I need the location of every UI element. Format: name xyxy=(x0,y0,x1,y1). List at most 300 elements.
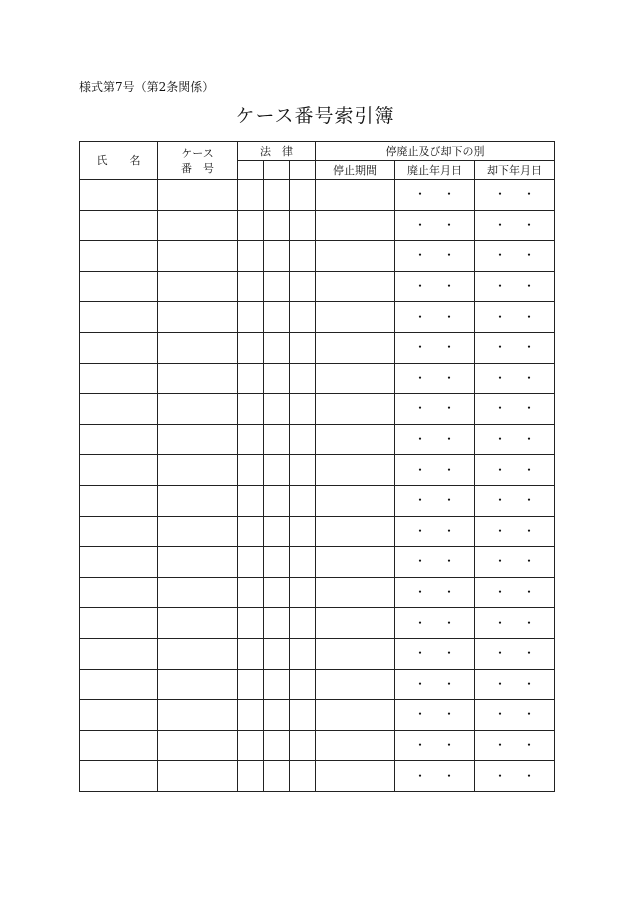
case-number-cell[interactable] xyxy=(158,608,238,639)
header-case-number xyxy=(158,142,238,180)
case-number-cell[interactable] xyxy=(158,332,238,363)
name-cell[interactable] xyxy=(80,577,158,608)
case-number-cell[interactable] xyxy=(158,180,238,211)
date-separator: ・ xyxy=(443,432,456,447)
date-separator: ・ xyxy=(414,523,427,538)
law-cell-1[interactable] xyxy=(238,302,264,333)
law-cell-3[interactable] xyxy=(290,332,316,363)
date-separator-dots xyxy=(395,402,474,415)
table-row xyxy=(80,210,555,241)
header-status-group: 停廃止及び却下の別 xyxy=(316,142,555,161)
table-row xyxy=(80,241,555,272)
abolition-date-cell[interactable] xyxy=(395,455,475,486)
date-separator: ・ xyxy=(414,554,427,569)
document-title: ケース番号索引簿 xyxy=(235,105,395,127)
abolition-date-cell[interactable] xyxy=(395,302,475,333)
date-separator: ・ xyxy=(414,248,427,263)
rejection-date-cell[interactable] xyxy=(475,669,555,700)
law-cell-2[interactable] xyxy=(264,700,290,731)
suspension-period-cell[interactable] xyxy=(316,210,395,241)
date-separator: ・ xyxy=(523,585,536,600)
rejection-date-cell[interactable] xyxy=(475,302,555,333)
date-separator-dots xyxy=(395,555,474,568)
suspension-period-cell[interactable] xyxy=(316,638,395,669)
date-separator: ・ xyxy=(443,768,456,783)
suspension-period-cell[interactable] xyxy=(316,332,395,363)
header-case-number-line2: 番 号 xyxy=(181,161,214,175)
case-number-cell[interactable] xyxy=(158,761,238,792)
rejection-date-cell[interactable] xyxy=(475,547,555,578)
case-number-cell[interactable] xyxy=(158,485,238,516)
name-cell[interactable] xyxy=(80,180,158,211)
law-cell-1[interactable] xyxy=(238,669,264,700)
date-separator: ・ xyxy=(523,370,536,385)
rejection-date-cell[interactable] xyxy=(475,180,555,211)
date-separator: ・ xyxy=(443,217,456,232)
law-cell-3[interactable] xyxy=(290,669,316,700)
date-separator-dots xyxy=(395,586,474,599)
case-number-cell[interactable] xyxy=(158,547,238,578)
date-separator: ・ xyxy=(443,737,456,752)
rejection-date-cell[interactable] xyxy=(475,577,555,608)
case-index-table xyxy=(79,141,555,792)
abolition-date-cell[interactable] xyxy=(395,761,475,792)
name-cell[interactable] xyxy=(80,547,158,578)
law-cell-1[interactable] xyxy=(238,180,264,211)
law-cell-2[interactable] xyxy=(264,241,290,272)
abolition-date-cell[interactable] xyxy=(395,700,475,731)
rejection-date-cell[interactable] xyxy=(475,516,555,547)
date-separator-dots xyxy=(395,739,474,752)
name-cell[interactable] xyxy=(80,669,158,700)
date-separator: ・ xyxy=(414,187,427,202)
date-separator: ・ xyxy=(414,309,427,324)
header-name: 氏 名 xyxy=(80,142,158,180)
abolition-date-cell[interactable] xyxy=(395,210,475,241)
date-separator: ・ xyxy=(523,676,536,691)
rejection-date-cell[interactable] xyxy=(475,700,555,731)
law-cell-1[interactable] xyxy=(238,485,264,516)
law-cell-2[interactable] xyxy=(264,332,290,363)
date-separator: ・ xyxy=(494,615,507,630)
table-row xyxy=(80,455,555,486)
date-separator: ・ xyxy=(494,217,507,232)
abolition-date-cell[interactable] xyxy=(395,394,475,425)
date-separator-dots xyxy=(475,739,554,752)
date-separator: ・ xyxy=(414,432,427,447)
date-separator: ・ xyxy=(494,309,507,324)
name-cell[interactable] xyxy=(80,271,158,302)
table-row xyxy=(80,669,555,700)
date-separator: ・ xyxy=(443,615,456,630)
law-cell-2[interactable] xyxy=(264,394,290,425)
date-separator: ・ xyxy=(523,309,536,324)
date-separator: ・ xyxy=(494,768,507,783)
rejection-date-cell[interactable] xyxy=(475,210,555,241)
date-separator: ・ xyxy=(414,493,427,508)
date-separator-dots xyxy=(395,372,474,385)
case-number-cell[interactable] xyxy=(158,730,238,761)
date-separator: ・ xyxy=(523,462,536,477)
date-separator-dots xyxy=(475,555,554,568)
law-cell-1[interactable] xyxy=(238,761,264,792)
law-cell-2[interactable] xyxy=(264,455,290,486)
rejection-date-cell[interactable] xyxy=(475,241,555,272)
name-cell[interactable] xyxy=(80,700,158,731)
name-cell[interactable] xyxy=(80,332,158,363)
rejection-date-cell[interactable] xyxy=(475,394,555,425)
law-cell-1[interactable] xyxy=(238,210,264,241)
law-cell-2[interactable] xyxy=(264,516,290,547)
law-cell-3[interactable] xyxy=(290,577,316,608)
date-separator-dots xyxy=(475,249,554,262)
date-separator: ・ xyxy=(414,462,427,477)
suspension-period-cell[interactable] xyxy=(316,485,395,516)
name-cell[interactable] xyxy=(80,608,158,639)
law-cell-2[interactable] xyxy=(264,547,290,578)
date-separator-dots xyxy=(475,372,554,385)
law-cell-2[interactable] xyxy=(264,180,290,211)
abolition-date-cell[interactable] xyxy=(395,241,475,272)
date-separator-dots xyxy=(475,770,554,783)
date-separator-dots xyxy=(395,219,474,232)
date-separator: ・ xyxy=(494,707,507,722)
law-cell-2[interactable] xyxy=(264,577,290,608)
date-separator: ・ xyxy=(414,646,427,661)
date-separator: ・ xyxy=(443,279,456,294)
name-cell[interactable] xyxy=(80,455,158,486)
date-separator-dots xyxy=(475,188,554,201)
date-separator: ・ xyxy=(523,340,536,355)
date-separator-dots xyxy=(475,647,554,660)
suspension-period-cell[interactable] xyxy=(316,455,395,486)
date-separator-dots xyxy=(475,464,554,477)
table-body xyxy=(80,180,555,792)
date-separator: ・ xyxy=(414,768,427,783)
rejection-date-cell[interactable] xyxy=(475,638,555,669)
rejection-date-cell[interactable] xyxy=(475,363,555,394)
name-cell[interactable] xyxy=(80,424,158,455)
law-cell-3[interactable] xyxy=(290,363,316,394)
table-row xyxy=(80,638,555,669)
suspension-period-cell[interactable] xyxy=(316,271,395,302)
name-cell[interactable] xyxy=(80,363,158,394)
law-cell-2[interactable] xyxy=(264,424,290,455)
date-separator: ・ xyxy=(414,401,427,416)
rejection-date-cell[interactable] xyxy=(475,485,555,516)
date-separator: ・ xyxy=(414,279,427,294)
case-number-cell[interactable] xyxy=(158,363,238,394)
header-law-sub-2 xyxy=(264,161,290,180)
date-separator: ・ xyxy=(443,646,456,661)
case-number-cell[interactable] xyxy=(158,638,238,669)
case-number-cell[interactable] xyxy=(158,394,238,425)
law-cell-3[interactable] xyxy=(290,241,316,272)
header-law-sub-3 xyxy=(290,161,316,180)
date-separator-dots xyxy=(395,617,474,630)
rejection-date-cell[interactable] xyxy=(475,455,555,486)
date-separator: ・ xyxy=(443,493,456,508)
law-cell-1[interactable] xyxy=(238,577,264,608)
suspension-period-cell[interactable] xyxy=(316,700,395,731)
law-cell-3[interactable] xyxy=(290,638,316,669)
date-separator-dots xyxy=(395,433,474,446)
date-separator: ・ xyxy=(523,737,536,752)
date-separator: ・ xyxy=(523,432,536,447)
law-cell-2[interactable] xyxy=(264,730,290,761)
law-cell-2[interactable] xyxy=(264,638,290,669)
date-separator: ・ xyxy=(523,523,536,538)
suspension-period-cell[interactable] xyxy=(316,424,395,455)
date-separator: ・ xyxy=(443,707,456,722)
date-separator: ・ xyxy=(494,585,507,600)
abolition-date-cell[interactable] xyxy=(395,363,475,394)
date-separator-dots xyxy=(395,311,474,324)
date-separator: ・ xyxy=(443,248,456,263)
suspension-period-cell[interactable] xyxy=(316,547,395,578)
case-number-cell[interactable] xyxy=(158,271,238,302)
date-separator-dots xyxy=(475,341,554,354)
date-separator-dots xyxy=(475,311,554,324)
abolition-date-cell[interactable] xyxy=(395,180,475,211)
date-separator: ・ xyxy=(494,432,507,447)
date-separator: ・ xyxy=(494,676,507,691)
name-cell[interactable] xyxy=(80,761,158,792)
name-cell[interactable] xyxy=(80,638,158,669)
table-row xyxy=(80,180,555,211)
case-number-cell[interactable] xyxy=(158,577,238,608)
law-cell-1[interactable] xyxy=(238,730,264,761)
date-separator: ・ xyxy=(414,707,427,722)
date-separator: ・ xyxy=(443,676,456,691)
law-cell-1[interactable] xyxy=(238,241,264,272)
date-separator-dots xyxy=(475,402,554,415)
law-cell-3[interactable] xyxy=(290,394,316,425)
case-number-cell[interactable] xyxy=(158,700,238,731)
date-separator: ・ xyxy=(523,768,536,783)
rejection-date-cell[interactable] xyxy=(475,761,555,792)
abolition-date-cell[interactable] xyxy=(395,271,475,302)
date-separator-dots xyxy=(475,617,554,630)
law-cell-1[interactable] xyxy=(238,547,264,578)
case-number-cell[interactable] xyxy=(158,210,238,241)
date-separator: ・ xyxy=(443,401,456,416)
suspension-period-cell[interactable] xyxy=(316,180,395,211)
table-row xyxy=(80,302,555,333)
table-row xyxy=(80,761,555,792)
date-separator: ・ xyxy=(494,646,507,661)
law-cell-2[interactable] xyxy=(264,761,290,792)
date-separator: ・ xyxy=(443,370,456,385)
date-separator-dots xyxy=(395,464,474,477)
law-cell-3[interactable] xyxy=(290,761,316,792)
case-number-cell[interactable] xyxy=(158,241,238,272)
suspension-period-cell[interactable] xyxy=(316,577,395,608)
date-separator: ・ xyxy=(443,309,456,324)
law-cell-3[interactable] xyxy=(290,455,316,486)
suspension-period-cell[interactable] xyxy=(316,241,395,272)
header-suspension-period: 停止期間 xyxy=(316,161,395,180)
date-separator-dots xyxy=(475,433,554,446)
date-separator-dots xyxy=(395,280,474,293)
abolition-date-cell[interactable] xyxy=(395,608,475,639)
name-cell[interactable] xyxy=(80,516,158,547)
header-law-sub-1 xyxy=(238,161,264,180)
date-separator: ・ xyxy=(494,279,507,294)
law-cell-1[interactable] xyxy=(238,332,264,363)
law-cell-3[interactable] xyxy=(290,210,316,241)
case-number-cell[interactable] xyxy=(158,302,238,333)
law-cell-1[interactable] xyxy=(238,638,264,669)
law-cell-1[interactable] xyxy=(238,424,264,455)
table-row xyxy=(80,577,555,608)
law-cell-1[interactable] xyxy=(238,363,264,394)
date-separator-dots xyxy=(395,770,474,783)
rejection-date-cell[interactable] xyxy=(475,608,555,639)
date-separator: ・ xyxy=(414,340,427,355)
table-row xyxy=(80,547,555,578)
date-separator: ・ xyxy=(523,217,536,232)
date-separator: ・ xyxy=(523,279,536,294)
case-number-cell[interactable] xyxy=(158,424,238,455)
header-case-number-line1: ケース xyxy=(181,146,214,160)
suspension-period-cell[interactable] xyxy=(316,302,395,333)
table-row xyxy=(80,608,555,639)
rejection-date-cell[interactable] xyxy=(475,730,555,761)
date-separator: ・ xyxy=(414,585,427,600)
date-separator: ・ xyxy=(494,493,507,508)
law-cell-1[interactable] xyxy=(238,394,264,425)
law-cell-2[interactable] xyxy=(264,271,290,302)
law-cell-2[interactable] xyxy=(264,210,290,241)
law-cell-2[interactable] xyxy=(264,363,290,394)
date-separator: ・ xyxy=(443,585,456,600)
date-separator: ・ xyxy=(523,646,536,661)
date-separator: ・ xyxy=(523,248,536,263)
date-separator: ・ xyxy=(414,676,427,691)
name-cell[interactable] xyxy=(80,241,158,272)
date-separator: ・ xyxy=(494,401,507,416)
table-row xyxy=(80,424,555,455)
date-separator: ・ xyxy=(443,340,456,355)
header-abolition-date: 廃止年月日 xyxy=(395,161,475,180)
abolition-date-cell[interactable] xyxy=(395,638,475,669)
form-number: 様式第7号（第2条関係） xyxy=(79,80,215,94)
date-separator: ・ xyxy=(494,370,507,385)
law-cell-1[interactable] xyxy=(238,700,264,731)
date-separator: ・ xyxy=(443,187,456,202)
date-separator-dots xyxy=(475,586,554,599)
suspension-period-cell[interactable] xyxy=(316,363,395,394)
date-separator-dots xyxy=(395,708,474,721)
name-cell[interactable] xyxy=(80,210,158,241)
suspension-period-cell[interactable] xyxy=(316,669,395,700)
law-cell-2[interactable] xyxy=(264,669,290,700)
suspension-period-cell[interactable] xyxy=(316,608,395,639)
date-separator-dots xyxy=(395,678,474,691)
name-cell[interactable] xyxy=(80,730,158,761)
date-separator: ・ xyxy=(443,523,456,538)
law-cell-1[interactable] xyxy=(238,455,264,486)
date-separator-dots xyxy=(475,525,554,538)
name-cell[interactable] xyxy=(80,485,158,516)
date-separator: ・ xyxy=(523,615,536,630)
law-cell-3[interactable] xyxy=(290,180,316,211)
date-separator-dots xyxy=(395,341,474,354)
law-cell-3[interactable] xyxy=(290,302,316,333)
abolition-date-cell[interactable] xyxy=(395,424,475,455)
table-row xyxy=(80,363,555,394)
law-cell-3[interactable] xyxy=(290,485,316,516)
abolition-date-cell[interactable] xyxy=(395,730,475,761)
suspension-period-cell[interactable] xyxy=(316,394,395,425)
case-number-cell[interactable] xyxy=(158,669,238,700)
date-separator: ・ xyxy=(494,737,507,752)
date-separator: ・ xyxy=(523,401,536,416)
law-cell-3[interactable] xyxy=(290,547,316,578)
law-cell-3[interactable] xyxy=(290,730,316,761)
date-separator: ・ xyxy=(414,370,427,385)
date-separator: ・ xyxy=(443,462,456,477)
date-separator-dots xyxy=(475,678,554,691)
table-row xyxy=(80,332,555,363)
law-cell-3[interactable] xyxy=(290,516,316,547)
date-separator: ・ xyxy=(443,554,456,569)
law-cell-1[interactable] xyxy=(238,608,264,639)
suspension-period-cell[interactable] xyxy=(316,761,395,792)
date-separator-dots xyxy=(395,249,474,262)
name-cell[interactable] xyxy=(80,394,158,425)
suspension-period-cell[interactable] xyxy=(316,516,395,547)
rejection-date-cell[interactable] xyxy=(475,332,555,363)
law-cell-2[interactable] xyxy=(264,485,290,516)
law-cell-2[interactable] xyxy=(264,302,290,333)
date-separator-dots xyxy=(475,494,554,507)
law-cell-1[interactable] xyxy=(238,516,264,547)
name-cell[interactable] xyxy=(80,302,158,333)
law-cell-3[interactable] xyxy=(290,424,316,455)
law-cell-3[interactable] xyxy=(290,271,316,302)
abolition-date-cell[interactable] xyxy=(395,547,475,578)
law-cell-3[interactable] xyxy=(290,700,316,731)
abolition-date-cell[interactable] xyxy=(395,485,475,516)
header-law: 法 律 xyxy=(238,142,316,161)
abolition-date-cell[interactable] xyxy=(395,669,475,700)
date-separator-dots xyxy=(395,525,474,538)
date-separator: ・ xyxy=(494,462,507,477)
law-cell-2[interactable] xyxy=(264,608,290,639)
rejection-date-cell[interactable] xyxy=(475,271,555,302)
date-separator: ・ xyxy=(494,187,507,202)
table-row xyxy=(80,394,555,425)
abolition-date-cell[interactable] xyxy=(395,577,475,608)
date-separator-dots xyxy=(395,188,474,201)
date-separator: ・ xyxy=(523,187,536,202)
abolition-date-cell[interactable] xyxy=(395,516,475,547)
suspension-period-cell[interactable] xyxy=(316,730,395,761)
date-separator: ・ xyxy=(414,615,427,630)
rejection-date-cell[interactable] xyxy=(475,424,555,455)
abolition-date-cell[interactable] xyxy=(395,332,475,363)
case-number-cell[interactable] xyxy=(158,455,238,486)
date-separator-dots xyxy=(395,494,474,507)
date-separator-dots xyxy=(475,280,554,293)
case-number-cell[interactable] xyxy=(158,516,238,547)
law-cell-1[interactable] xyxy=(238,271,264,302)
law-cell-3[interactable] xyxy=(290,608,316,639)
header-rejection-date: 却下年月日 xyxy=(475,161,555,180)
table-row xyxy=(80,271,555,302)
